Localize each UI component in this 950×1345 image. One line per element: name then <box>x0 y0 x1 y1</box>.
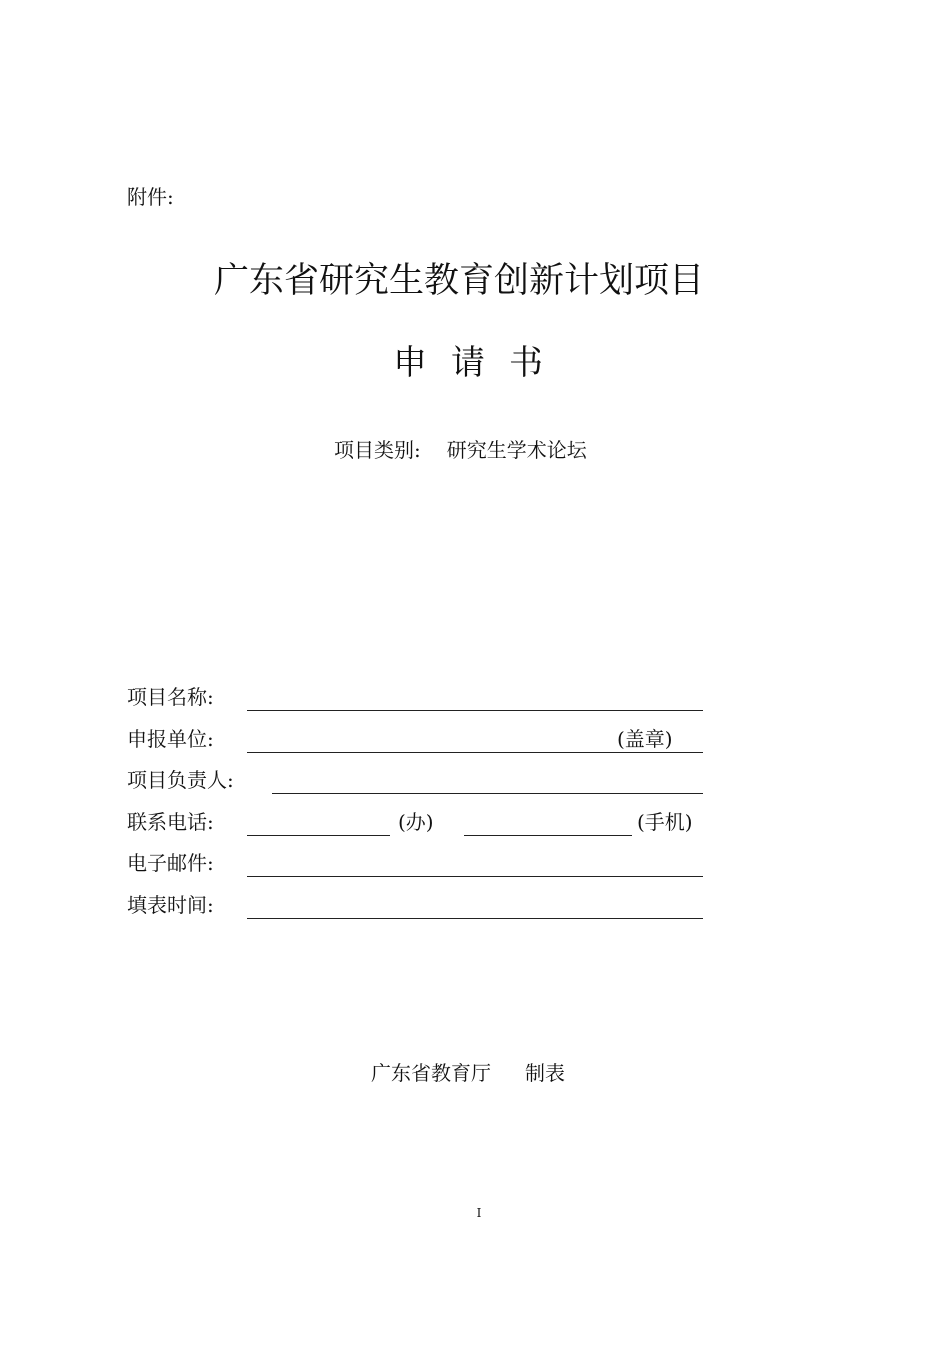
seal-note: (盖章) <box>617 726 673 751</box>
document-subtitle: 申请书 <box>393 343 567 383</box>
project-leader-label: 项目负责人: <box>127 768 234 793</box>
project-name-field[interactable] <box>247 710 703 711</box>
email-row <box>127 849 727 891</box>
office-phone-field[interactable] <box>247 835 390 836</box>
project-leader-row <box>127 766 727 808</box>
mobile-phone-note: (手机) <box>637 809 693 834</box>
project-category <box>334 436 587 464</box>
project-name-label: 项目名称: <box>127 685 214 709</box>
fill-date-label: 填表时间: <box>127 892 214 917</box>
issuer-footer <box>371 1059 565 1087</box>
mobile-phone-field[interactable] <box>464 835 632 836</box>
issuer-made: 制表 <box>525 1061 565 1085</box>
project-name-row <box>127 683 727 725</box>
applicant-unit-label: 申报单位: <box>127 726 214 751</box>
project-category-label: 项目类别: <box>334 438 421 462</box>
application-form <box>127 683 727 933</box>
project-leader-field[interactable] <box>272 793 703 794</box>
contact-phone-label: 联系电话: <box>127 809 214 834</box>
page-number: I <box>476 1206 482 1220</box>
attachment-label: 附件: <box>127 185 174 209</box>
office-phone-note: (办) <box>398 809 434 834</box>
contact-phone-row <box>127 808 727 850</box>
fill-date-row <box>127 891 727 933</box>
fill-date-field[interactable] <box>247 918 703 919</box>
project-category-value: 研究生学术论坛 <box>446 438 587 462</box>
email-label: 电子邮件: <box>127 851 214 876</box>
issuer-org: 广东省教育厅 <box>371 1061 491 1085</box>
applicant-unit-row <box>127 725 727 767</box>
document-title: 广东省研究生教育创新计划项目 <box>213 261 704 301</box>
email-field[interactable] <box>247 876 703 877</box>
